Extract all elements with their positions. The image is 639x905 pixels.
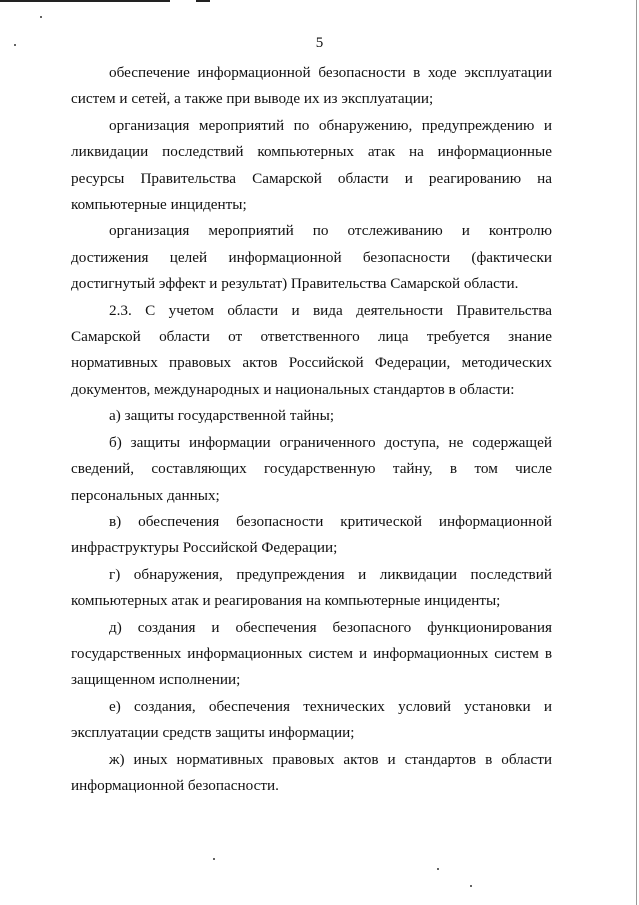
list-item: ж) иных нормативных правовых актов и стандартов в области информационной безопасности. <box>71 750 552 794</box>
paragraph: 2.3. С учетом области и вида деятельности Правительства Самарской области от ответственного лица требуется знание нормативных правовых актов Российской Федерации, методических документов, международных и национальных стандартов в области: <box>71 301 552 398</box>
document-body <box>71 60 552 799</box>
scan-edge-mark <box>0 0 170 2</box>
paragraph: обеспечение информационной безопасности в ходе эксплуатации систем и сетей, а также при выводе их из эксплуатации; <box>71 64 552 108</box>
scan-speck <box>470 885 472 887</box>
scan-edge-mark <box>196 0 210 2</box>
list-item: е) создания, обеспечения технических условий установки и эксплуатации средств защиты информации; <box>71 697 552 742</box>
list-item: г) обнаружения, предупреждения и ликвидации последствий компьютерных атак и реагирования на компьютерные инциденты; <box>71 565 552 610</box>
list-item: д) создания и обеспечения безопасного функционирования государственных информационных систем и информационных систем в защищенном исполнении; <box>71 618 552 689</box>
paragraph: организация мероприятий по обнаружению, предупреждению и ликвидации последствий компьютерных атак на информационные ресурсы Правительства Самарской области и реагированию на компьютерные инциденты; <box>71 116 552 214</box>
scan-speck <box>213 858 215 860</box>
list-item: в) обеспечения безопасности критической информационной инфраструктуры Российской Федерации; <box>71 512 552 557</box>
scan-speck <box>437 868 439 870</box>
list-item: б) защиты информации ограниченного доступа, не содержащей сведений, составляющих государственную тайну, в том числе персональных данных; <box>71 433 552 504</box>
scan-edge-mark <box>636 0 637 905</box>
list-item: а) защиты государственной тайны; <box>109 407 335 425</box>
scan-speck <box>40 16 42 18</box>
paragraph: организация мероприятий по отслеживанию и контролю достижения целей информационной безопасности (фактически достигнутый эффект и результат) Правительства Самарской области. <box>71 222 552 293</box>
page-number: 5 <box>315 35 324 51</box>
